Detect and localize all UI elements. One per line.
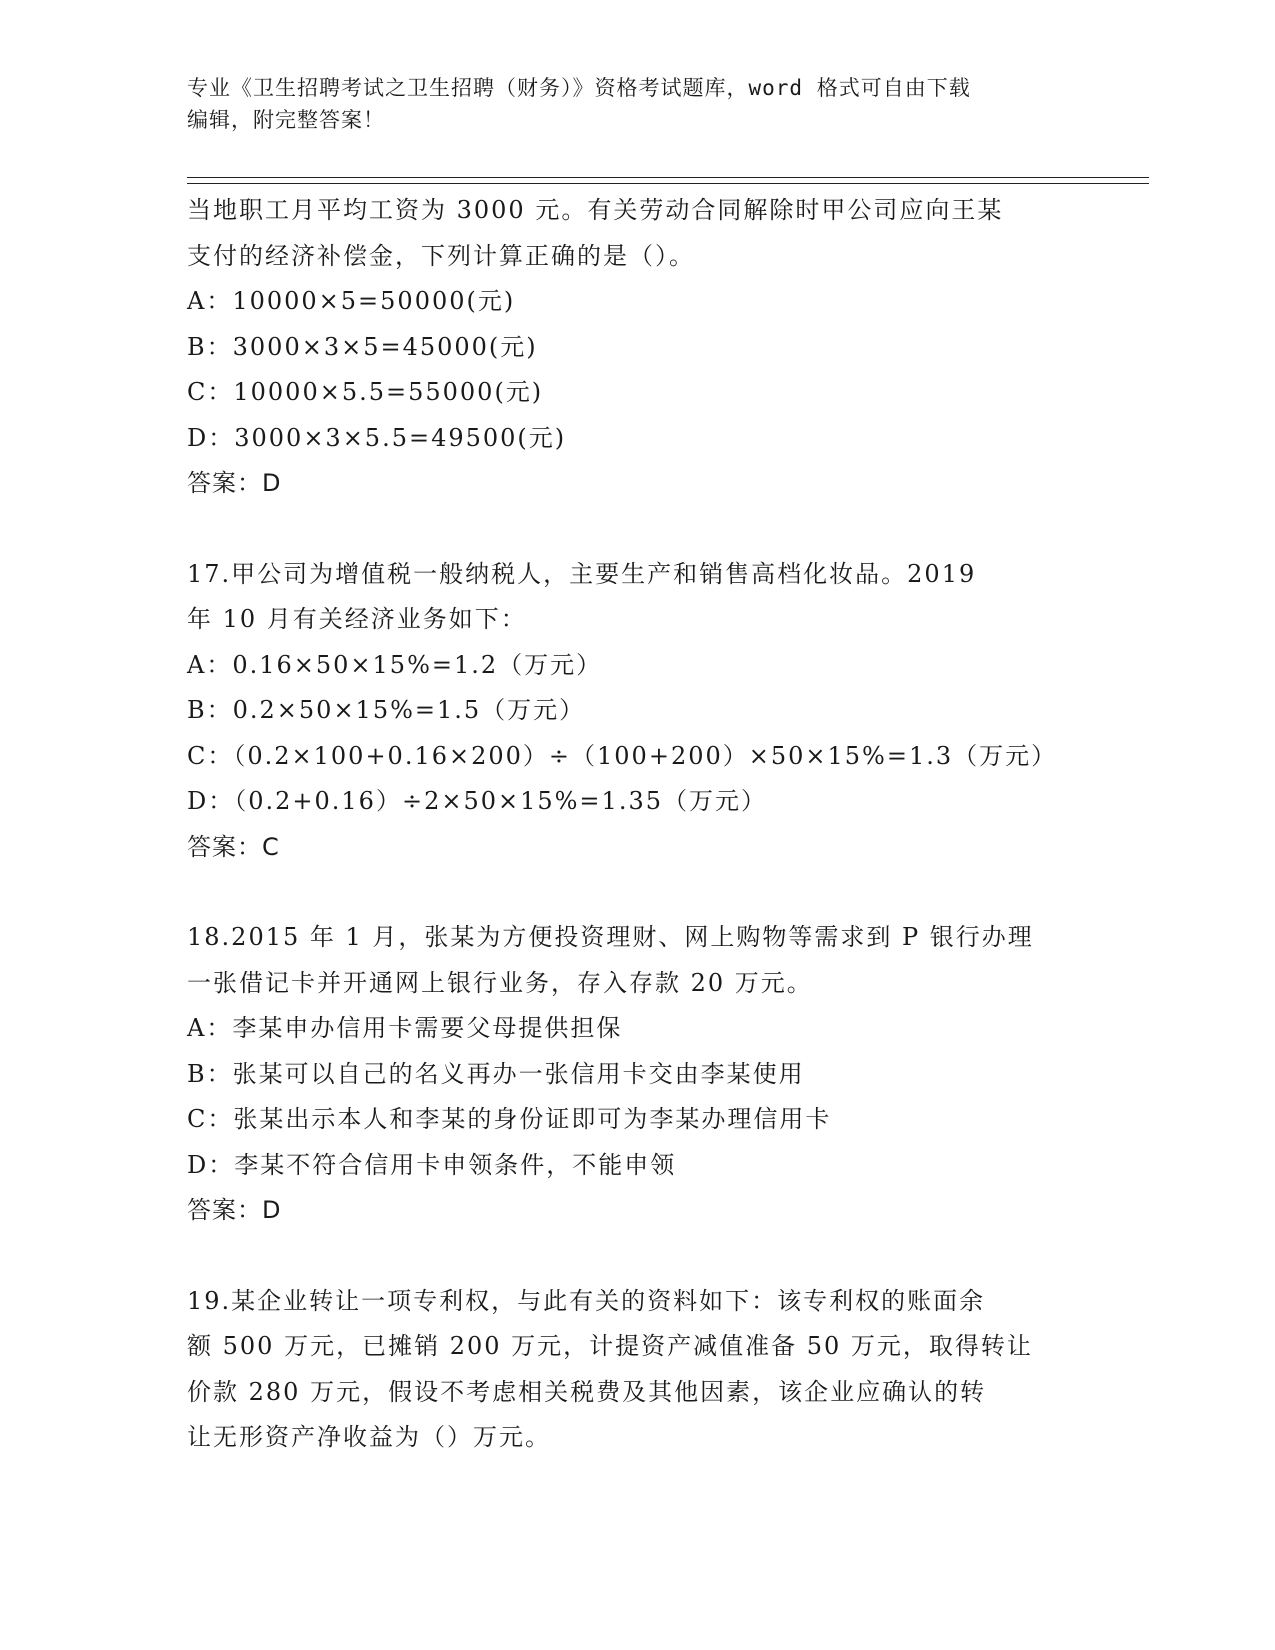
question-text-line: 19.某企业转让一项专利权，与此有关的资料如下：该专利权的账面余 [187,1286,986,1315]
option-d: D：3000×3×5.5=49500(元) [187,423,567,452]
option-a: A：0.16×50×15%=1.2（万元） [187,650,603,679]
question-text-line: 18.2015 年 1 月，张某为方便投资理财、网上购物等需求到 P 银行办理 [187,923,1034,951]
question-text-line: 支付的经济补偿金，下列计算正确的是（）。 [187,241,695,270]
question-block [187,188,1087,507]
question-text-line: 当地职工月平均工资为 3000 元。有关劳动合同解除时甲公司应向王某 [187,196,1004,224]
document-header [187,72,1067,136]
answer-line: 答案：D [187,469,282,497]
option-d: D：李某不符合信用卡申领条件，不能申领 [187,1150,677,1179]
option-c: C：10000×5.5=55000(元) [187,378,544,406]
option-d: D：（0.2+0.16）÷2×50×15%=1.35（万元） [187,787,767,815]
option-a: A：10000×5=50000(元) [187,287,516,315]
question-text-line: 让无形资产净收益为（）万元。 [187,1423,551,1451]
header-line: 编辑，附完整答案！ [187,108,385,132]
option-b: B：0.2×50×15%=1.5（万元） [187,696,586,724]
question-block [187,1279,1087,1461]
option-c: C：张某出示本人和李某的身份证即可为李某办理信用卡 [187,1105,832,1133]
question-text-line: 价款 280 万元，假设不考虑相关税费及其他因素，该企业应确认的转 [187,1377,987,1406]
answer-line: 答案：C [187,832,280,861]
question-text-line: 额 500 万元，已摊销 200 万元，计提资产减值准备 50 万元，取得转让 [187,1332,1033,1360]
question-text-line: 年 10 月有关经济业务如下： [187,605,527,633]
question-block [187,552,1087,871]
header-divider-top [187,177,1149,178]
question-text-line: 一张借记卡并开通网上银行业务，存入存款 20 万元。 [187,968,813,997]
option-a: A：李某申办信用卡需要父母提供担保 [187,1014,623,1042]
option-b: B：3000×3×5=45000(元) [187,332,538,361]
answer-line: 答案：D [187,1196,282,1224]
header-line: 专业《卫生招聘考试之卫生招聘（财务）》资格考试题库，word 格式可自由下载 [187,76,971,100]
option-c: C：（0.2×100+0.16×200）÷（100+200）×50×15%=1.3（万元） [187,741,1058,770]
question-list [187,188,1087,1461]
question-block [187,915,1087,1234]
option-b: B：张某可以自己的名义再办一张信用卡交由李某使用 [187,1059,805,1088]
header-divider-bottom [187,183,1149,184]
question-text-line: 17.甲公司为增值税一般纳税人，主要生产和销售高档化妆品。2019 [187,559,977,588]
